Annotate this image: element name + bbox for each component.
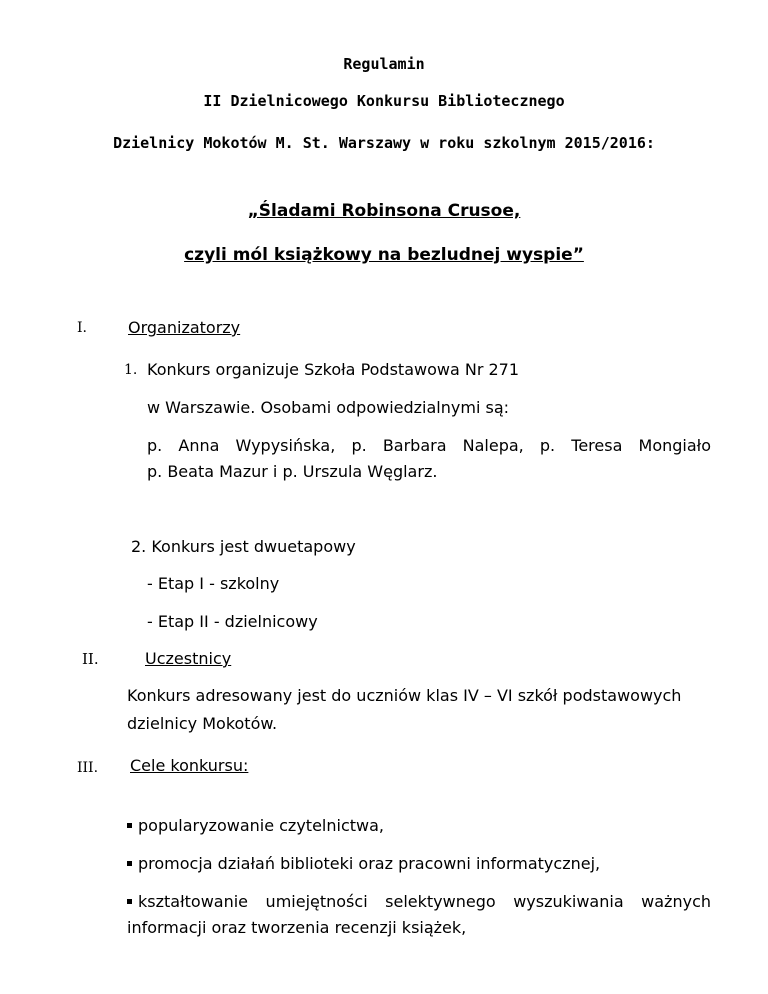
doc-header-line-2: II Dzielnicowego Konkursu Bibliotecznego (203, 92, 565, 110)
doc-header-line-3: Dzielnicy Mokotów M. St. Warszawy w roku szkolnym 2015/2016: (113, 134, 655, 152)
bullet-icon (127, 823, 132, 828)
contest-title-line-1: „Śladami Robinsona Crusoe, (247, 201, 521, 221)
item-1-number: 1. (124, 362, 138, 378)
section-3-heading: Cele konkursu: (130, 756, 249, 775)
item-1-line-1: Konkurs organizuje Szkoła Podstawowa Nr 271 (147, 360, 520, 379)
item-1-line-4: p. Beata Mazur i p. Urszula Węglarz. (147, 462, 438, 481)
section-2-line-1: Konkurs adresowany jest do uczniów klas IV – VI szkół podstawowych (127, 686, 682, 705)
goal-item-2-text: promocja działań biblioteki oraz pracowni informatycznej, (138, 854, 601, 873)
section-1-heading: Organizatorzy (128, 318, 241, 337)
goal-item-3-text: kształtowanie umiejętności selektywnego wyszukiwania ważnych (138, 892, 711, 911)
item-2: 2. Konkurs jest dwuetapowy (131, 537, 356, 556)
contest-title-line-2: czyli mól książkowy na bezludnej wyspie” (184, 245, 584, 265)
goal-item-3 (127, 892, 711, 911)
section-1-numeral: I. (77, 320, 87, 336)
stage-1: - Etap I - szkolny (147, 574, 280, 593)
stage-2: - Etap II - dzielnicowy (147, 612, 318, 631)
goal-item-1 (127, 816, 384, 835)
section-2-numeral: II. (82, 650, 99, 668)
bullet-icon (127, 899, 132, 904)
item-1-line-3: p. Anna Wypysińska, p. Barbara Nalepa, p. Teresa Mongiało (147, 436, 711, 455)
goal-item-3-line-2: informacji oraz tworzenia recenzji książek, (127, 918, 467, 937)
section-2-line-2: dzielnicy Mokotów. (127, 714, 278, 733)
bullet-icon (127, 861, 132, 866)
item-1-line-2: w Warszawie. Osobami odpowiedzialnymi są: (147, 398, 510, 417)
section-2-heading: Uczestnicy (145, 649, 232, 668)
goal-item-2 (127, 854, 600, 873)
doc-header-line-1: Regulamin (343, 55, 425, 73)
goal-item-1-text: popularyzowanie czytelnictwa, (138, 816, 384, 835)
section-3-numeral: III. (77, 760, 99, 776)
